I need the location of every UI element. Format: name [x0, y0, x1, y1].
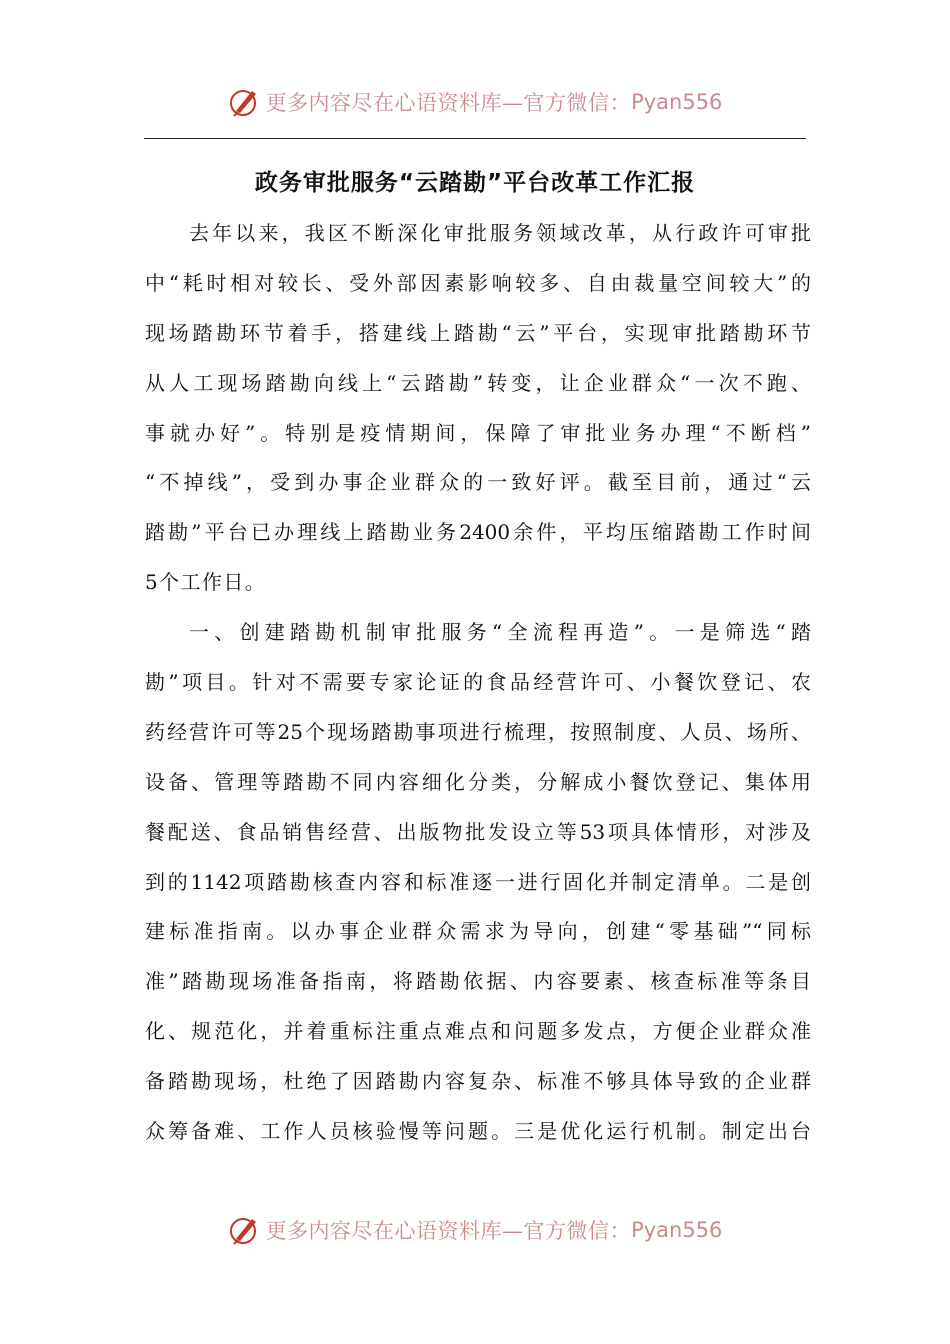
header-divider: [144, 138, 806, 139]
text-line: 5个工作日。: [145, 570, 267, 595]
text-line: 踏勘”平台已办理线上踏勘业务2400余件，平均压缩踏勘工作时间: [145, 520, 811, 545]
text-line: 准”踏勘现场准备指南，将踏勘依据、内容要素、核查标准等条目: [145, 969, 811, 994]
header-watermark: [0, 82, 950, 122]
text-line: 中“耗时相对较长、受外部因素影响较多、自由裁量空间较大”的: [145, 270, 811, 295]
text-line: 到的1142项踏勘核查内容和标准逐一进行固化并制定清单。二是创: [145, 869, 811, 894]
text-line: 从人工现场踏勘向线上“云踏勘”转变，让企业群众“一次不跑、: [145, 370, 811, 395]
quill-pen-icon: [228, 85, 262, 119]
text-line: 药经营许可等25个现场踏勘事项进行梳理，按照制度、人员、场所、: [145, 719, 811, 744]
text-line: 备踏勘现场，杜绝了因踏勘内容复杂、标准不够具体导致的企业群: [145, 1069, 811, 1094]
text-line: 现场踏勘环节着手，搭建线上踏勘“云”平台，实现审批踏勘环节: [145, 320, 811, 345]
watermark-wechat-id: Pyan556: [631, 90, 723, 114]
quill-pen-icon: [228, 1213, 262, 1247]
document-body: [145, 209, 811, 1157]
text-line: 去年以来，我区不断深化审批服务领域改革，从行政许可审批: [189, 221, 811, 245]
text-line: 事就办好”。特别是疫情期间，保障了审批业务办理“不断档”: [145, 420, 811, 445]
document-title: 政务审批服务“云踏勘”平台改革工作汇报: [254, 170, 696, 196]
text-line: 勘”项目。针对不需要专家论证的食品经营许可、小餐饮登记、农: [145, 670, 811, 695]
footer-watermark: [0, 1210, 950, 1250]
text-line: “不掉线”，受到办事企业群众的一致好评。截至目前，通过“云: [145, 470, 811, 495]
watermark-wechat-id: Pyan556: [631, 1218, 723, 1242]
text-line: 一、创建踏勘机制审批服务“全流程再造”。一是筛选“踏: [189, 620, 811, 645]
watermark-text: 更多内容尽在心语资料库—官方微信：: [265, 91, 632, 115]
text-line: 建标准指南。以办事企业群众需求为导向，创建“零基础”“同标: [145, 919, 811, 944]
text-line: 餐配送、食品销售经营、出版物批发设立等53项具体情形，对涉及: [145, 819, 811, 844]
text-line: 设备、管理等踏勘不同内容细化分类，分解成小餐饮登记、集体用: [145, 769, 811, 794]
text-line: 众筹备难、工作人员核验慢等问题。三是优化运行机制。制定出台: [145, 1119, 811, 1144]
watermark-text: 更多内容尽在心语资料库—官方微信：: [265, 1219, 632, 1243]
text-line: 化、规范化，并着重标注重点难点和问题多发点，方便企业群众准: [145, 1019, 811, 1044]
